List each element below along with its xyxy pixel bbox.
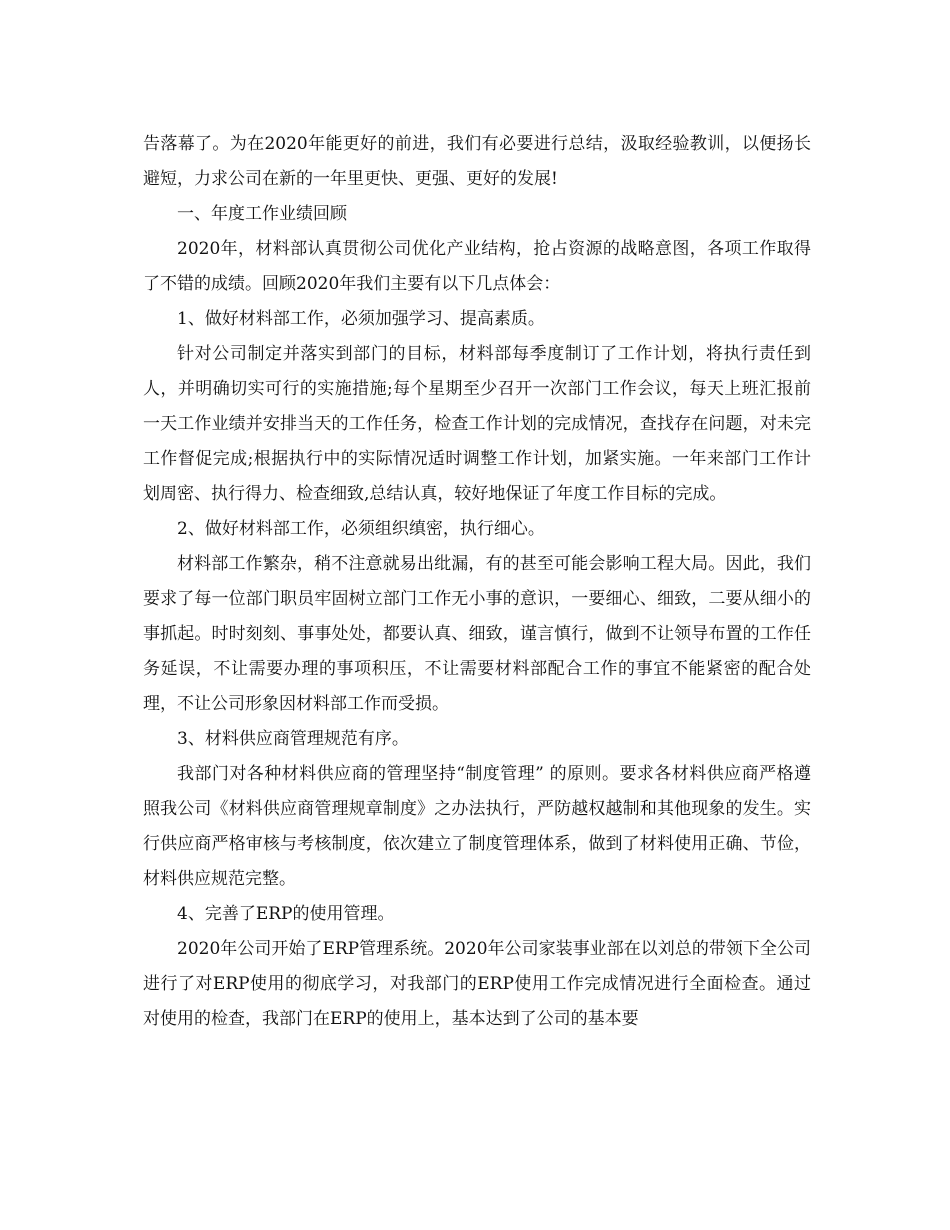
paragraph-point-4: 2020年公司开始了ERP管理系统。2020年公司家装事业部在以刘总的带领下全公司进行了对ERP使用的彻底学习，对我部门的ERP使用工作完成情况进行全面检查。通过对使用的检查，我部门在ERP的使用上，基本达到了公司的基本要 xyxy=(143,939,811,1029)
paragraph-point-3: 我部门对各种材料供应商的管理坚持“制度管理” 的原则。要求各材料供应商严格遵照我公司《材料供应商管理规章制度》之办法执行，严防越权越制和其他现象的发生。实行供应商严格审核与考核制度，依次建立了制度管理体系，做到了材料使用正确、节俭，材料供应规范完整。 xyxy=(143,764,811,889)
paragraph-2020-summary: 2020年，材料部认真贯彻公司优化产业结构，抢占资源的战略意图，各项工作取得了不错的成绩。回顾2020年我们主要有以下几点体会： xyxy=(143,239,811,294)
paragraph-intro-continued: 告落幕了。为在2020年能更好的前进，我们有必要进行总结，汲取经验教训，以便扬长避短，力求公司在新的一年里更快、更强、更好的发展! xyxy=(143,134,811,189)
point-heading-2: 2、做好材料部工作，必须组织缜密，执行细心。 xyxy=(177,519,545,539)
point-heading-3: 3、材料供应商管理规范有序。 xyxy=(177,729,409,749)
document-body xyxy=(143,127,811,1037)
section-heading-annual-review: 一、年度工作业绩回顾 xyxy=(177,204,347,224)
paragraph-point-1: 针对公司制定并落实到部门的目标，材料部每季度制订了工作计划，将执行责任到人，并明确切实可行的实施措施;每个星期至少召开一次部门工作会议，每天上班汇报前一天工作业绩并安排当天的工作任务，检查工作计划的完成情况，查找存在问题，对未完工作督促完成;根据执行中的实际情况适时调整工作计划，加紧实施。一年来部门工作计划周密、执行得力、检查细致,总结认真，较好地保证了年度工作目标的完成。 xyxy=(143,344,811,504)
paragraph-point-2: 材料部工作繁杂，稍不注意就易出纰漏，有的甚至可能会影响工程大局。因此，我们要求了每一位部门职员牢固树立部门工作无小事的意识，一要细心、细致，二要从细小的事抓起。时时刻刻、事事处处，都要认真、细致，谨言慎行，做到不让领导布置的工作任务延误，不让需要办理的事项积压，不让需要材料部配合工作的事宜不能紧密的配合处理，不让公司形象因材料部工作而受损。 xyxy=(143,554,811,714)
point-heading-1: 1、做好材料部工作，必须加强学习、提高素质。 xyxy=(177,309,545,329)
point-heading-4: 4、完善了ERP的使用管理。 xyxy=(177,904,395,924)
